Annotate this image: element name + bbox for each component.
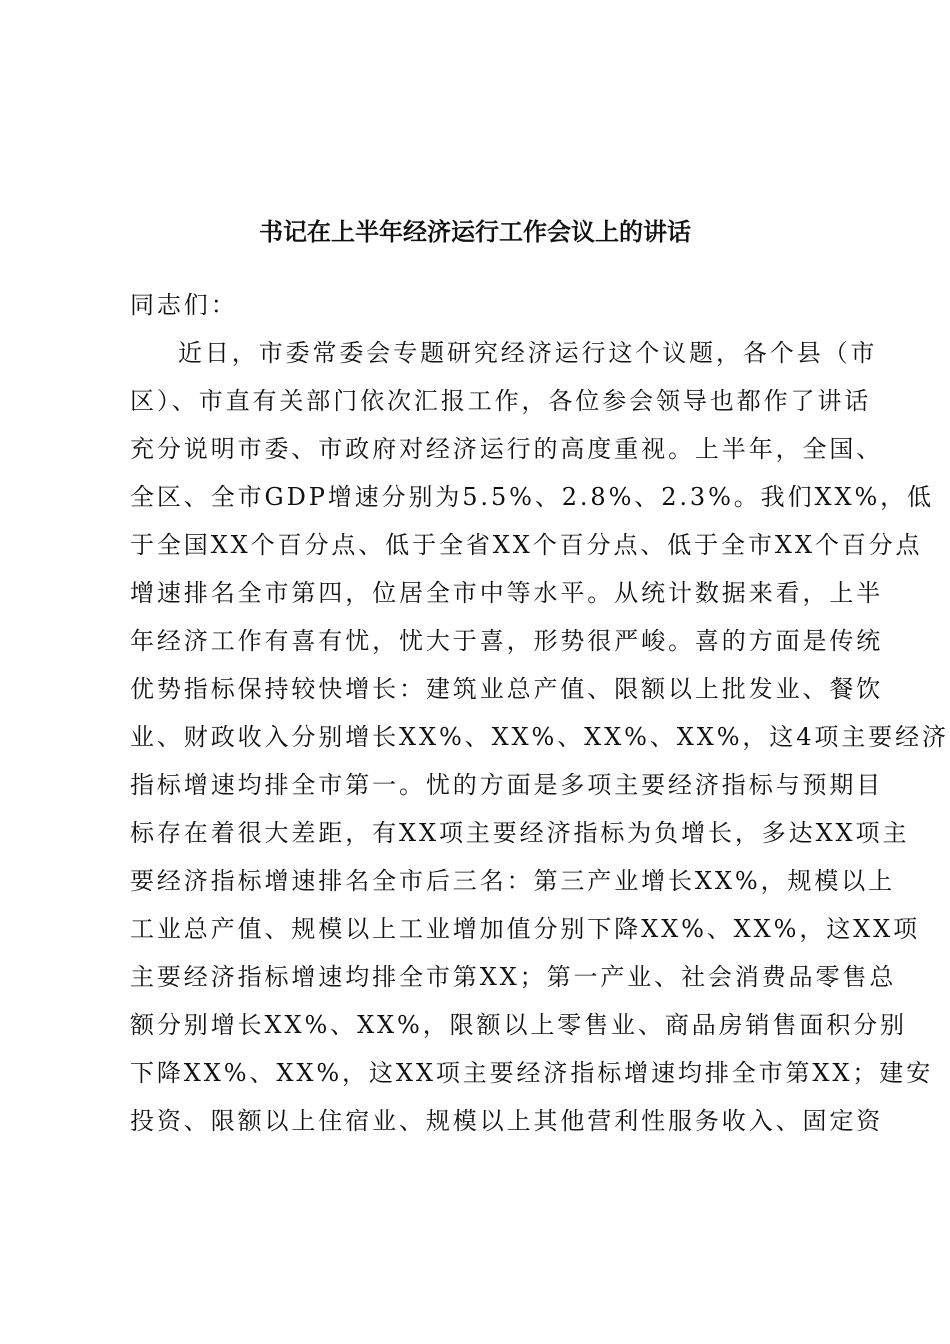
paragraph-line: 标存在着很大差距，有XX项主要经济指标为负增长，多达XX项主 xyxy=(130,819,910,847)
paragraph-line: 投资、限额以上住宿业、规模以上其他营利性服务收入、固定资 xyxy=(130,1107,884,1135)
paragraph-line: 区）、市直有关部门依次汇报工作，各位参会领导也都作了讲话 xyxy=(130,387,872,415)
paragraph-line: 额分别增长XX%、XX%，限额以上零售业、商品房销售面积分别 xyxy=(130,1011,907,1039)
greeting: 同志们： xyxy=(130,291,238,319)
paragraph-line: 增速排名全市第四，位居全市中等水平。从统计数据来看，上半 xyxy=(130,579,884,607)
paragraph-line: 下降XX%、XX%，这XX项主要经济指标增速均排全市第XX；建安 xyxy=(130,1059,934,1087)
paragraph-line: 年经济工作有喜有忧，忧大于喜，形势很严峻。喜的方面是传统 xyxy=(130,627,884,655)
paragraph-line: 优势指标保持较快增长：建筑业总产值、限额以上批发业、餐饮 xyxy=(130,675,884,703)
paragraph-line: 业、财政收入分别增长XX%、XX%、XX%、XX%，这4项主要经济 xyxy=(130,723,949,751)
paragraph-line: 全区、全市GDP增速分别为5.5%、2.8%、2.3%。我们XX%，低 xyxy=(130,483,934,511)
document-body xyxy=(130,281,949,1145)
paragraph-line: 充分说明市委、市政府对经济运行的高度重视。上半年，全国、 xyxy=(130,435,884,463)
paragraph-line: 工业总产值、规模以上工业增加值分别下降XX%、XX%，这XX项 xyxy=(130,915,921,943)
paragraph-line: 主要经济指标增速均排全市第XX；第一产业、社会消费品零售总 xyxy=(130,963,897,991)
paragraph-line: 要经济指标增速排名全市后三名：第三产业增长XX%，规模以上 xyxy=(130,867,896,895)
document-title: 书记在上半年经济运行工作会议上的讲话 xyxy=(259,217,691,246)
paragraph-line: 指标增速均排全市第一。忧的方面是多项主要经济指标与预期目 xyxy=(130,771,884,799)
paragraph-line: 于全国XX个百分点、低于全省XX个百分点、低于全市XX个百分点 xyxy=(130,531,923,559)
paragraph-line: 近日，市委常委会专题研究经济运行这个议题，各个县（市 xyxy=(178,339,878,367)
